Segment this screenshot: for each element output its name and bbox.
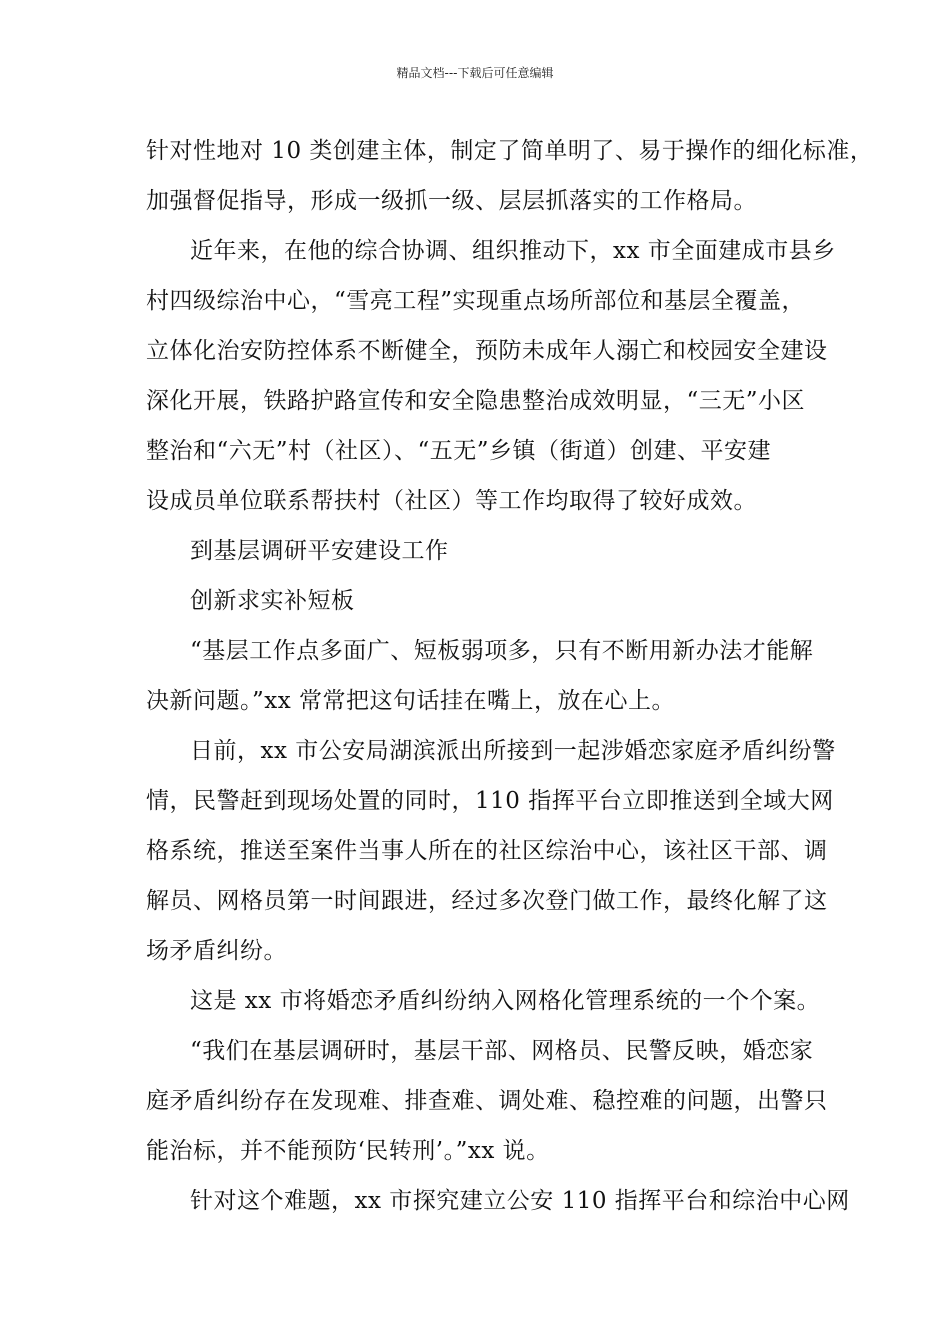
text-line: 针对性地对 10 类创建主体，制定了简单明了、易于操作的细化标准， [146, 138, 874, 164]
text-line: 解员、网格员第一时间跟进，经过多次登门做工作，最终化解了这 [146, 888, 828, 914]
document-body [146, 126, 874, 1226]
section-heading: 创新求实补短板 [190, 588, 355, 614]
text-line: 加强督促指导，形成一级抓一级、层层抓落实的工作格局。 [146, 188, 757, 214]
text-line: 近年来，在他的综合协调、组织推动下，xx 市全面建成市县乡 [190, 238, 836, 264]
text-line: 格系统，推送至案件当事人所在的社区综治中心，该社区干部、调 [146, 838, 828, 864]
text-line: 这是 xx 市将婚恋矛盾纠纷纳入网格化管理系统的一个个案。 [190, 988, 821, 1014]
text-line: 深化开展，铁路护路宣传和安全隐患整治成效明显，“三无”小区 [146, 388, 806, 414]
text-line: 情，民警赶到现场处置的同时，110 指挥平台立即推送到全域大网 [146, 788, 834, 814]
page-header: 精品文档---下载后可任意编辑 [396, 66, 554, 80]
text-line: 能治标，并不能预防‘民转刑’。”xx 说。 [146, 1138, 550, 1164]
text-line: 立体化治安防控体系不断健全，预防未成年人溺亡和校园安全建设 [146, 338, 828, 364]
text-line: 决新问题。”xx 常常把这句话挂在嘴上，放在心上。 [146, 688, 676, 714]
text-line: 日前，xx 市公安局湖滨派出所接到一起涉婚恋家庭矛盾纠纷警 [190, 738, 836, 764]
text-line: 设成员单位联系帮扶村（社区）等工作均取得了较好成效。 [146, 488, 757, 514]
text-line: 村四级综治中心，“雪亮工程”实现重点场所部位和基层全覆盖， [146, 288, 806, 314]
text-line: “基层工作点多面广、短板弱项多，只有不断用新办法才能解 [190, 638, 814, 664]
text-line: 整治和“六无”村（社区）、“五无”乡镇（街道）创建、平安建 [146, 438, 772, 464]
text-line: “我们在基层调研时，基层干部、网格员、民警反映，婚恋家 [190, 1038, 814, 1064]
text-line: 庭矛盾纠纷存在发现难、排查难、调处难、稳控难的问题，出警只 [146, 1088, 828, 1114]
section-heading: 到基层调研平安建设工作 [190, 538, 449, 564]
text-line: 针对这个难题，xx 市探究建立公安 110 指挥平台和综治中心网 [190, 1188, 850, 1214]
text-line: 场矛盾纠纷。 [146, 938, 287, 964]
